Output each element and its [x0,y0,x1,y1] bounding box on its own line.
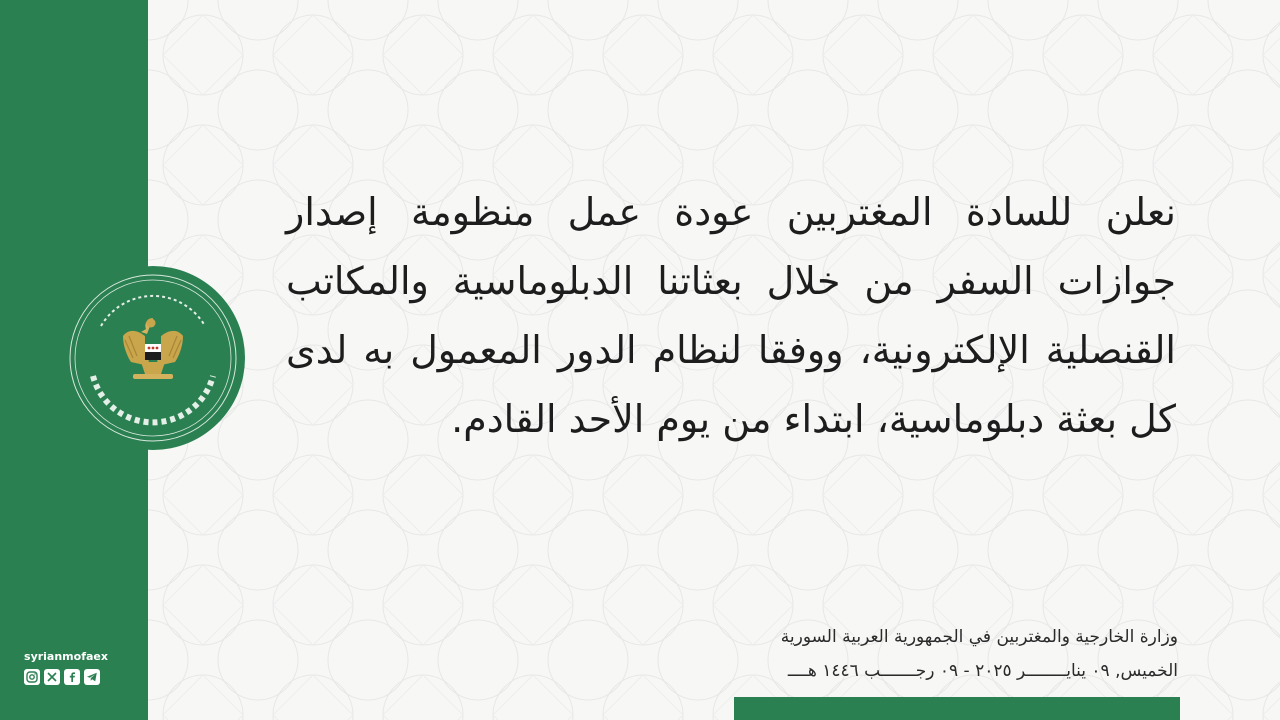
telegram-icon[interactable] [84,669,100,685]
date-line: الخميس, ٠٩ ينايــــــــر ٢٠٢٥ - ٠٩ رجـــــــب ١٤٤٦ هــــ [787,661,1178,681]
ministry-emblem [61,266,245,450]
emblem-seal-icon [61,266,245,450]
x-icon[interactable] [44,669,60,685]
facebook-icon[interactable] [64,669,80,685]
announcement-text: نعلن للسادة المغتربين عودة عمل منظومة إصدار جوازات السفر من خلال بعثاتنا الدبلوماسية والمكاتب القنصلية الإلكترونية، ووفقا لنظام الدور المعمول به لدى كل بعثة دبلوماسية، ابتداء من يوم الأحد القادم. [286,190,1176,441]
social-handle[interactable]: syrianmofaex [24,650,108,663]
social-icons [24,669,100,685]
footer-accent-bar [734,697,1180,720]
instagram-icon[interactable] [24,669,40,685]
ministry-name: وزارة الخارجية والمغتربين في الجمهورية العربية السورية [780,627,1178,647]
